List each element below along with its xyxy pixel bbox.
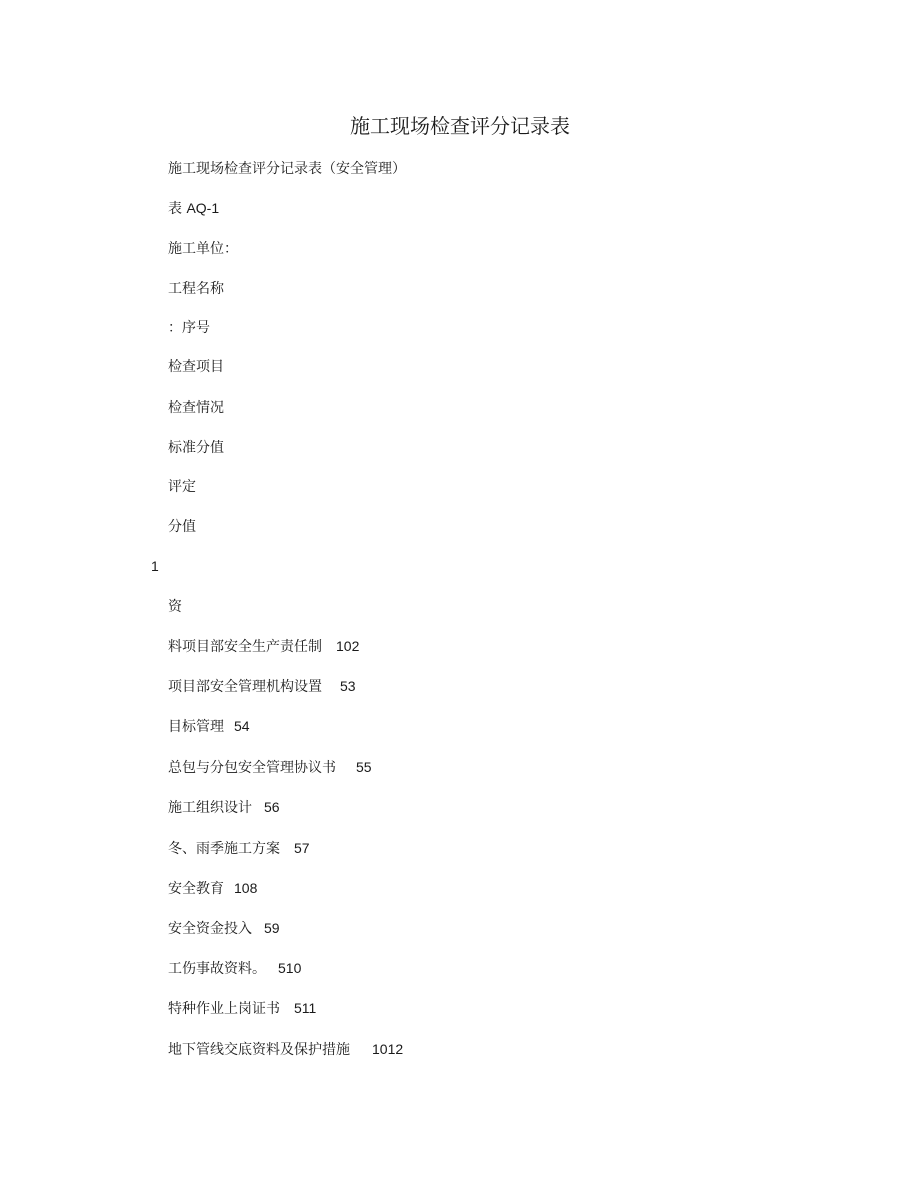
item-value: 102 (336, 638, 360, 654)
group-name: 资 (168, 599, 182, 615)
header-check-status: 检查情况 (168, 400, 224, 416)
item-value: 59 (264, 920, 280, 936)
list-item (168, 1039, 403, 1060)
item-name: 地下管线交底资料及保护措施 (168, 1042, 350, 1058)
item-name: 目标管理 (168, 719, 224, 735)
table-code: AQ-1 (186, 200, 220, 216)
list-item (168, 998, 316, 1019)
item-value: 56 (264, 799, 280, 815)
item-value: 54 (234, 718, 250, 734)
item-value: 510 (278, 960, 302, 976)
item-value: 53 (340, 678, 356, 694)
header-rating: 评定 (168, 479, 196, 495)
subtitle: 施工现场检查评分记录表（安全管理） (168, 161, 406, 177)
list-item (168, 636, 359, 657)
item-name: 安全教育 (168, 881, 224, 897)
document-title: 施工现场检查评分记录表 (350, 114, 570, 138)
list-item (168, 797, 280, 818)
item-name: 工伤事故资料。 (168, 961, 266, 977)
group-number: 1 (151, 558, 159, 574)
table-id (168, 198, 219, 219)
header-check-item: 检查项目 (168, 359, 224, 375)
item-value: 1012 (372, 1041, 404, 1057)
item-value: 55 (356, 759, 372, 775)
item-name: 安全资金投入 (168, 921, 252, 937)
item-value: 108 (234, 880, 258, 896)
item-name: 料项目部安全生产责任制 (168, 639, 322, 655)
list-item (168, 757, 372, 778)
header-score: 分值 (168, 519, 196, 535)
list-item (168, 838, 310, 859)
item-value: 57 (294, 840, 310, 856)
table-label: 表 (168, 201, 182, 217)
item-value: 511 (294, 1000, 317, 1016)
seq-label: ：序号 (168, 320, 210, 336)
unit-label: 施工单位： (168, 241, 238, 257)
item-name: 施工组织设计 (168, 800, 252, 816)
list-item (168, 918, 280, 939)
project-label: 工程名称 (168, 281, 224, 297)
header-standard-score: 标准分值 (168, 440, 224, 456)
list-item (168, 676, 356, 697)
list-item (168, 958, 301, 979)
item-name: 项目部安全管理机构设置 (168, 679, 322, 695)
item-name: 冬、雨季施工方案 (168, 841, 280, 857)
item-name: 总包与分包安全管理协议书 (168, 760, 336, 776)
list-item (168, 878, 257, 899)
list-item (168, 716, 250, 737)
item-name: 特种作业上岗证书 (168, 1001, 280, 1017)
